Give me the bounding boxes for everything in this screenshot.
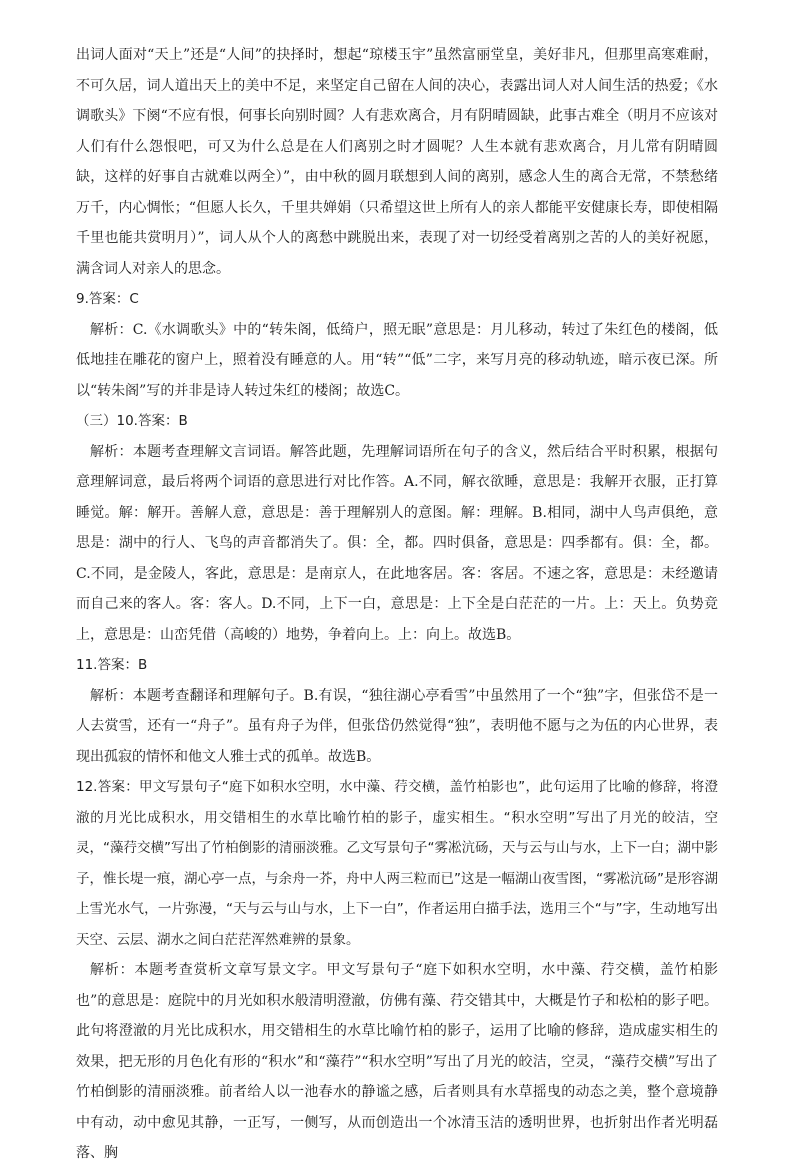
- answer-9-heading: 9.答案：C: [76, 291, 139, 307]
- answer-11-analysis: 解析：本题考查翻译和理解句子。B.有误，“独往湖心亭看雪”中虽然用了一个“独”字，但张岱不是一人去赏雪，还有一“舟子”。虽有舟子为伴，但张岱仍然觉得“独”，表明他不愿与之为伍的内心世界，表现出孤寂的情怀和他文人雅士式的孤单。故选B。: [76, 687, 718, 765]
- answer-12: 12.答案：甲文写景句子“庭下如积水空明，水中藻、荇交横，盖竹柏影也”，此句运用了比喻的修辞，将澄澈的月光比成积水，用交错相生的水草比喻竹柏的影子，虚实相生。“积水空明”写出了月光的皎洁，空灵，“藻荇交横”写出了竹柏倒影的清丽淡雅。乙文写景句子“雾凇沆砀，天与云与山与水，上下一白；湖中影子，惟长堤一痕，湖心亭一点，与余舟一芥，舟中人两三粒而已”这是一幅湖山夜雪图，“雾凇沆砀”是形容湖上雪光水气，一片弥漫，“天与云与山与水，上下一白”，作者运用白描手法，选用三个“与”字，生动地写出天空、云层、湖水之间白茫茫浑然难辨的景象。: [76, 779, 718, 948]
- answer-10-heading: （三）10.答案：B: [76, 413, 188, 429]
- answer-10-analysis: 解析：本题考查理解文言词语。解答此题，先理解词语所在句子的含义，然后结合平时积累，根据句意理解词意，最后将两个词语的意思进行对比作答。A.不同，解衣欲睡，意思是：我解开衣服，正打算睡觉。解：解开。善解人意，意思是：善于理解别人的意图。解：理解。B.相同，湖中人鸟声俱绝，意思是：湖中的行人、飞鸟的声音都消失了。俱：全，都。四时俱备，意思是：四季都有。俱：全，都。C.不同，是金陵人，客此，意思是：是南京人，在此地客居。客：客居。不速之客，意思是：未经邀请而自己来的客人。客：客人。D.不同，上下一白，意思是：上下全是白茫茫的一片。上：天上。负势竞上，意思是：山峦凭借（高峻的）地势，争着向上。上：向上。故选B。: [76, 443, 718, 643]
- paragraph-continued: 出词人面对“天上”还是“人间”的抉择时，想起“琼楼玉宇”虽然富丽堂皇，美好非凡，但那里高寒难耐，不可久居，词人道出天上的美中不足，来坚定自己留在人间的决心，表露出词人对人间生活的热爱；《水调歌头》下阕“不应有恨，何事长向别时圆？人有悲欢离合，月有阴晴圆缺，此事古难全（明月不应该对人们有什么怨恨吧，可又为什么总是在人们离别之时才圆呢？人生本就有悲欢离合，月儿常有阴晴圆缺，这样的好事自古就难以两全）”，由中秋的圆月联想到人间的离别，感念人生的离合无常，不禁愁绪万千，内心惆怅；“但愿人长久，千里共婵娟（只希望这世上所有人的亲人都能平安健康长寿，即使相隔千里也能共赏明月）”，词人从个人的离愁中跳脱出来，表现了对一切经受着离别之苦的人的美好祝愿，满含词人对亲人的思念。: [76, 47, 718, 277]
- answer-9-analysis: 解析：C.《水调歌头》中的“转朱阁，低绮户，照无眠”意思是：月儿移动，转过了朱红色的楼阁，低低地挂在雕花的窗户上，照着没有睡意的人。用“转”“低”二字，来写月亮的移动轨迹，暗示夜已深。所以“转朱阁”写的并非是诗人转过朱红的楼阁；故选C。: [76, 321, 718, 399]
- answer-11-heading: 11.答案：B: [76, 657, 148, 673]
- answer-12-analysis: 解析：本题考查赏析文章写景文字。甲文写景句子“庭下如积水空明，水中藻、荇交横，盖竹柏影也”的意思是：庭院中的月光如积水般清明澄澈，仿佛有藻、荇交错其中，大概是竹子和松柏的影子吧。此句将澄澈的月光比成积水，用交错相生的水草比喻竹柏的影子，运用了比喻的修辞，造成虚实相生的效果，把无形的月色化有形的“积水”和“藻荇”“积水空明”写出了月光的皎洁，空灵，“藻荇交横”写出了竹柏倒影的清丽淡雅。前者给人以一池春水的静谧之感，后者则具有水草摇曳的动态之美，整个意境静中有动，动中愈见其静，一正写，一侧写，从而创造出一个冰清玉洁的透明世界，也折射出作者光明磊落、胸: [76, 962, 718, 1161]
